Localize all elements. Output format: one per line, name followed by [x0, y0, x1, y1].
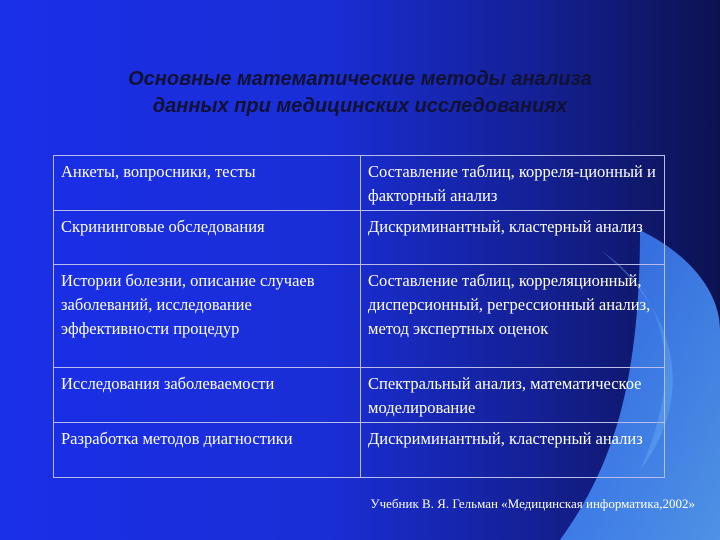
table-row [54, 211, 665, 265]
data-source-cell: Истории болезни, описание случаев заболеваний, исследование эффективности процедур [54, 265, 361, 368]
table-row [54, 423, 665, 478]
data-source-cell: Анкеты, вопросники, тесты [54, 156, 361, 211]
slide-title [60, 66, 660, 120]
data-source-cell: Скрининговые обследования [54, 211, 361, 265]
table-row [54, 265, 665, 368]
data-source-cell: Исследования заболеваемости [54, 368, 361, 423]
method-cell: Составление таблиц, корреля-ционный и факторный анализ [361, 156, 665, 211]
methods-table [53, 155, 665, 478]
title-line-2: данных при медицинских исследованиях [152, 95, 568, 117]
method-cell: Дискриминантный, кластерный анализ [361, 211, 665, 265]
source-citation: Учебник В. Я. Гельман «Медицинская информатика,2002» [370, 496, 695, 511]
method-cell: Дискриминантный, кластерный анализ [361, 423, 665, 478]
data-source-cell: Разработка методов диагностики [54, 423, 361, 478]
method-cell: Составление таблиц, корреляционный, дисперсионный, регрессионный анализ, метод экспертных оценок [361, 265, 665, 368]
table-row [54, 368, 665, 423]
method-cell: Спектральный анализ, математическое моделирование [361, 368, 665, 423]
title-line-1: Основные математические методы анализа [128, 68, 592, 90]
table-row [54, 156, 665, 211]
